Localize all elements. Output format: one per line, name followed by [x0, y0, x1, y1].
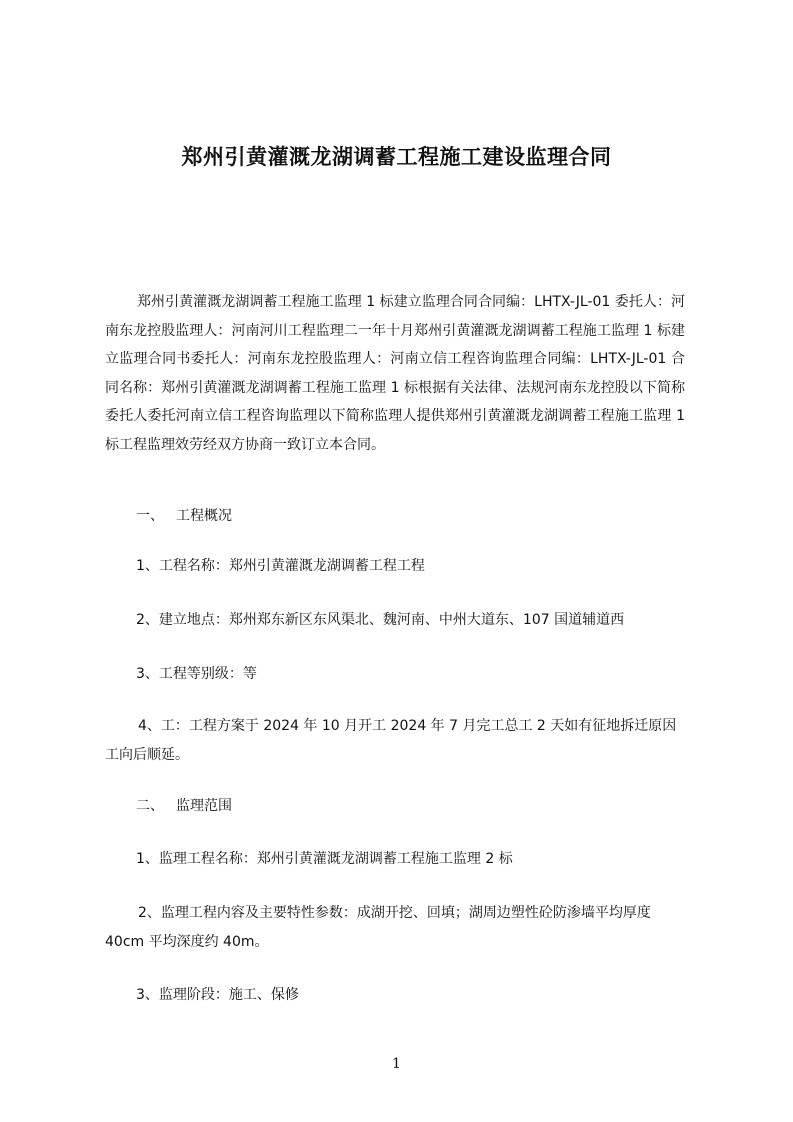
section-title: 监理范围 — [176, 798, 232, 814]
section-heading-overview — [136, 502, 232, 530]
list-item: 1、监理工程名称：郑州引黄灌溉龙湖调蓄工程施工监理 2 标 — [136, 851, 513, 867]
list-item: 2、监理工程内容及主要特性参数：成湖开挖、回填；湖周边塑性砼防渗墙平均厚度 40cm 平均深度约 40m。 — [105, 905, 651, 950]
document-title: 郑州引黄灌溉龙湖调蓄工程施工建设监理合同 — [181, 145, 612, 169]
page-number: 1 — [392, 1056, 401, 1072]
section-heading-scope — [136, 792, 232, 820]
list-item: 3、监理阶段：施工、保修 — [136, 987, 299, 1003]
section-number: 二、 — [136, 798, 164, 814]
section-title: 工程概况 — [176, 508, 232, 524]
list-item: 3、工程等别级：等 — [136, 666, 257, 682]
intro-paragraph: 郑州引黄灌溉龙湖调蓄工程施工监理 1 标建立监理合同合同编：LHTX-JL-01 委托人：河南东龙控股监理人：河南河川工程监理二一年十月郑州引黄灌溉龙湖调蓄工程施工监理 1 标建立监理合同书委托人：河南东龙控股监理人：河南立信工程咨询监理合同编：LHTX-JL-01 合同名称：郑州引黄灌溉龙湖调蓄工程施工监理 1 标根据有关法律、法规河南东龙控股以下简称委托人委托河南立信工程咨询监理以下简称监理人提供郑州引黄灌溉龙湖调蓄工程施工监理 1 标工程监理效劳经双方协商一致订立本合同。 — [105, 294, 685, 453]
list-item: 2、建立地点：郑州郑东新区东风渠北、魏河南、中州大道东、107 国道辅道西 — [136, 612, 625, 628]
list-item: 1、工程名称：郑州引黄灌溉龙湖调蓄工程工程 — [136, 558, 425, 574]
list-item: 4、工：工程方案于 2024 年 10 月开工 2024 年 7 月完工总工 2 天如有征地拆迁原因工向后顺延。 — [105, 718, 677, 763]
section-number: 一、 — [136, 508, 164, 524]
